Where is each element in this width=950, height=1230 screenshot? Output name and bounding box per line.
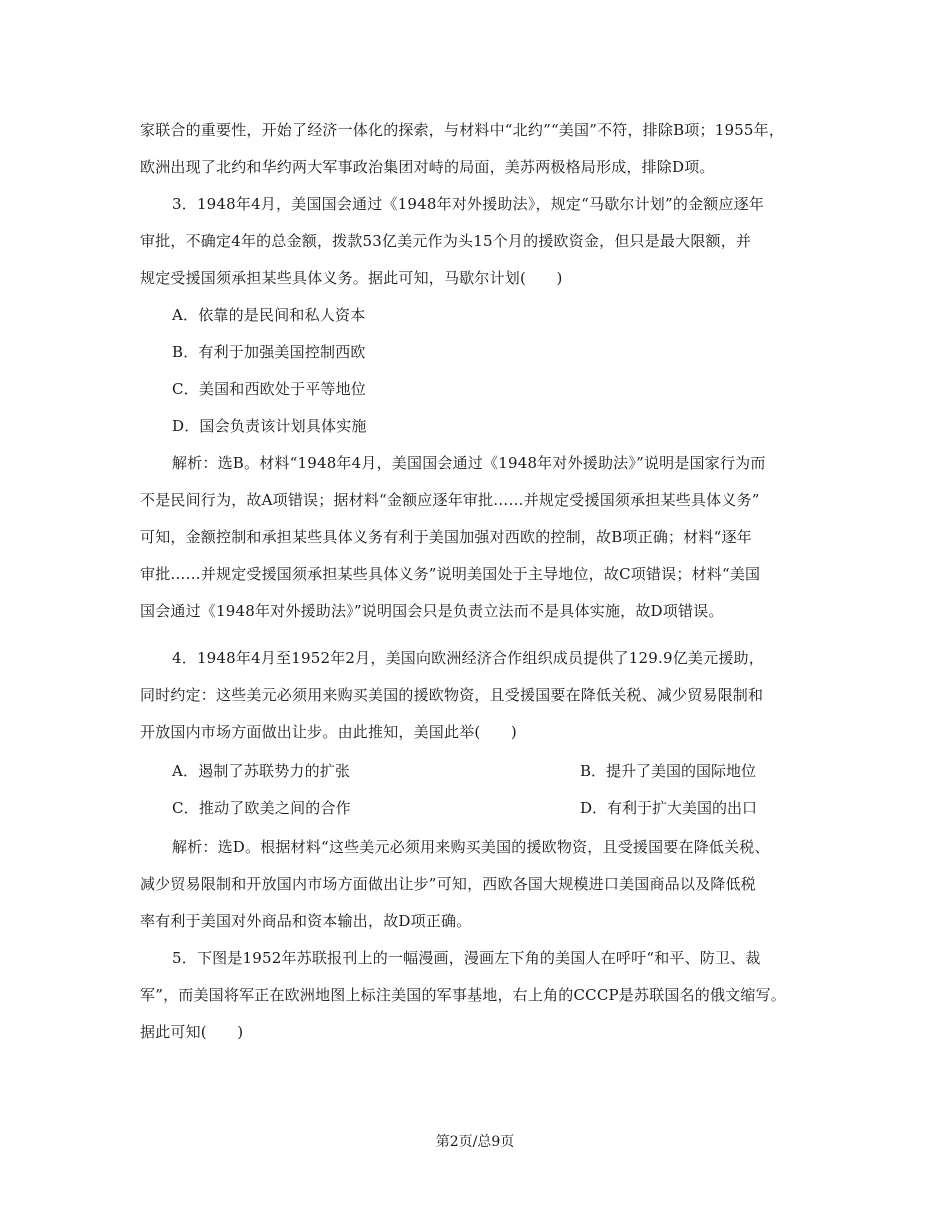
text-line: 开放国内市场方面做出让步。由此推知，美国此举( ) (140, 723, 517, 741)
q4-option-c: C．推动了欧美之间的合作 (172, 799, 351, 817)
text-line: 减少贸易限制和开放国内市场方面做出让步”可知，西欧各国大规模进口美国商品以及降低税 (140, 875, 756, 893)
q4-option-d: D．有利于扩大美国的出口 (580, 799, 758, 817)
question-4-stem: 4．1948年4月至1952年2月，美国向欧洲经济合作组织成员提供了129.9亿美元援助， (172, 649, 764, 667)
q3-option-c: C．美国和西欧处于平等地位 (172, 380, 367, 398)
q4-analysis: 解析：选D。根据材料“这些美元必须用来购买美国的援欧物资，且受援国要在降低关税、 (172, 838, 770, 856)
text-line: 可知，金额控制和承担某些具体义务有利于美国加强对西欧的控制，故B项正确；材料“逐年 (140, 528, 752, 546)
text-line: 审批……并规定受援国须承担某些具体义务”说明美国处于主导地位，故C项错误；材料“美国 (140, 565, 761, 583)
text-line: 国会通过《1948年对外援助法》”说明国会只是负责立法而不是具体实施，故D项错误。 (140, 602, 724, 620)
page-number: 第2页/总9页 (435, 1134, 515, 1150)
text-line: 率有利于美国对外商品和资本输出，故D项正确。 (140, 912, 472, 930)
text-line: 规定受援国须承担某些具体义务。据此可知，马歇尔计划( ) (140, 269, 563, 287)
text-line: 据此可知( ) (140, 1023, 244, 1041)
text-line: 审批，不确定4年的总金额，拨款53亿美元作为头15个月的援欧资金，但只是最大限额，并 (140, 232, 752, 250)
text-line: 同时约定：这些美元必须用来购买美国的援欧物资，且受援国要在降低关税、减少贸易限制和 (140, 686, 764, 704)
q4-option-a: A．遏制了苏联势力的扩张 (172, 762, 351, 780)
question-3-stem: 3．1948年4月，美国国会通过《1948年对外援助法》，规定“马歇尔计划”的金额应逐年 (172, 195, 765, 213)
text-line: 家联合的重要性，开始了经济一体化的探索，与材料中“北约”“美国”不符，排除B项；1955年， (140, 121, 785, 139)
text-line: 军”，而美国将军正在欧洲地图上标注美国的军事基地，右上角的CCCP是苏联国名的俄文缩写。 (140, 986, 786, 1004)
q3-option-b: B．有利于加强美国控制西欧 (172, 343, 366, 361)
text-line: 欧洲出现了北约和华约两大军事政治集团对峙的局面，美苏两极格局形成，排除D项。 (140, 158, 715, 176)
q4-option-b: B．提升了美国的国际地位 (580, 762, 757, 780)
q3-option-a: A．依靠的是民间和私人资本 (172, 306, 366, 324)
q3-option-d: D．国会负责该计划具体实施 (172, 417, 367, 435)
text-line: 不是民间行为，故A项错误；据材料“金额应逐年审批……并规定受援国须承担某些具体义务” (140, 491, 760, 509)
q3-analysis: 解析：选B。材料“1948年4月，美国国会通过《1948年对外援助法》”说明是国家行为而 (172, 454, 766, 472)
question-5-stem: 5．下图是1952年苏联报刊上的一幅漫画，漫画左下角的美国人在呼吁“和平、防卫、裁 (172, 949, 761, 967)
